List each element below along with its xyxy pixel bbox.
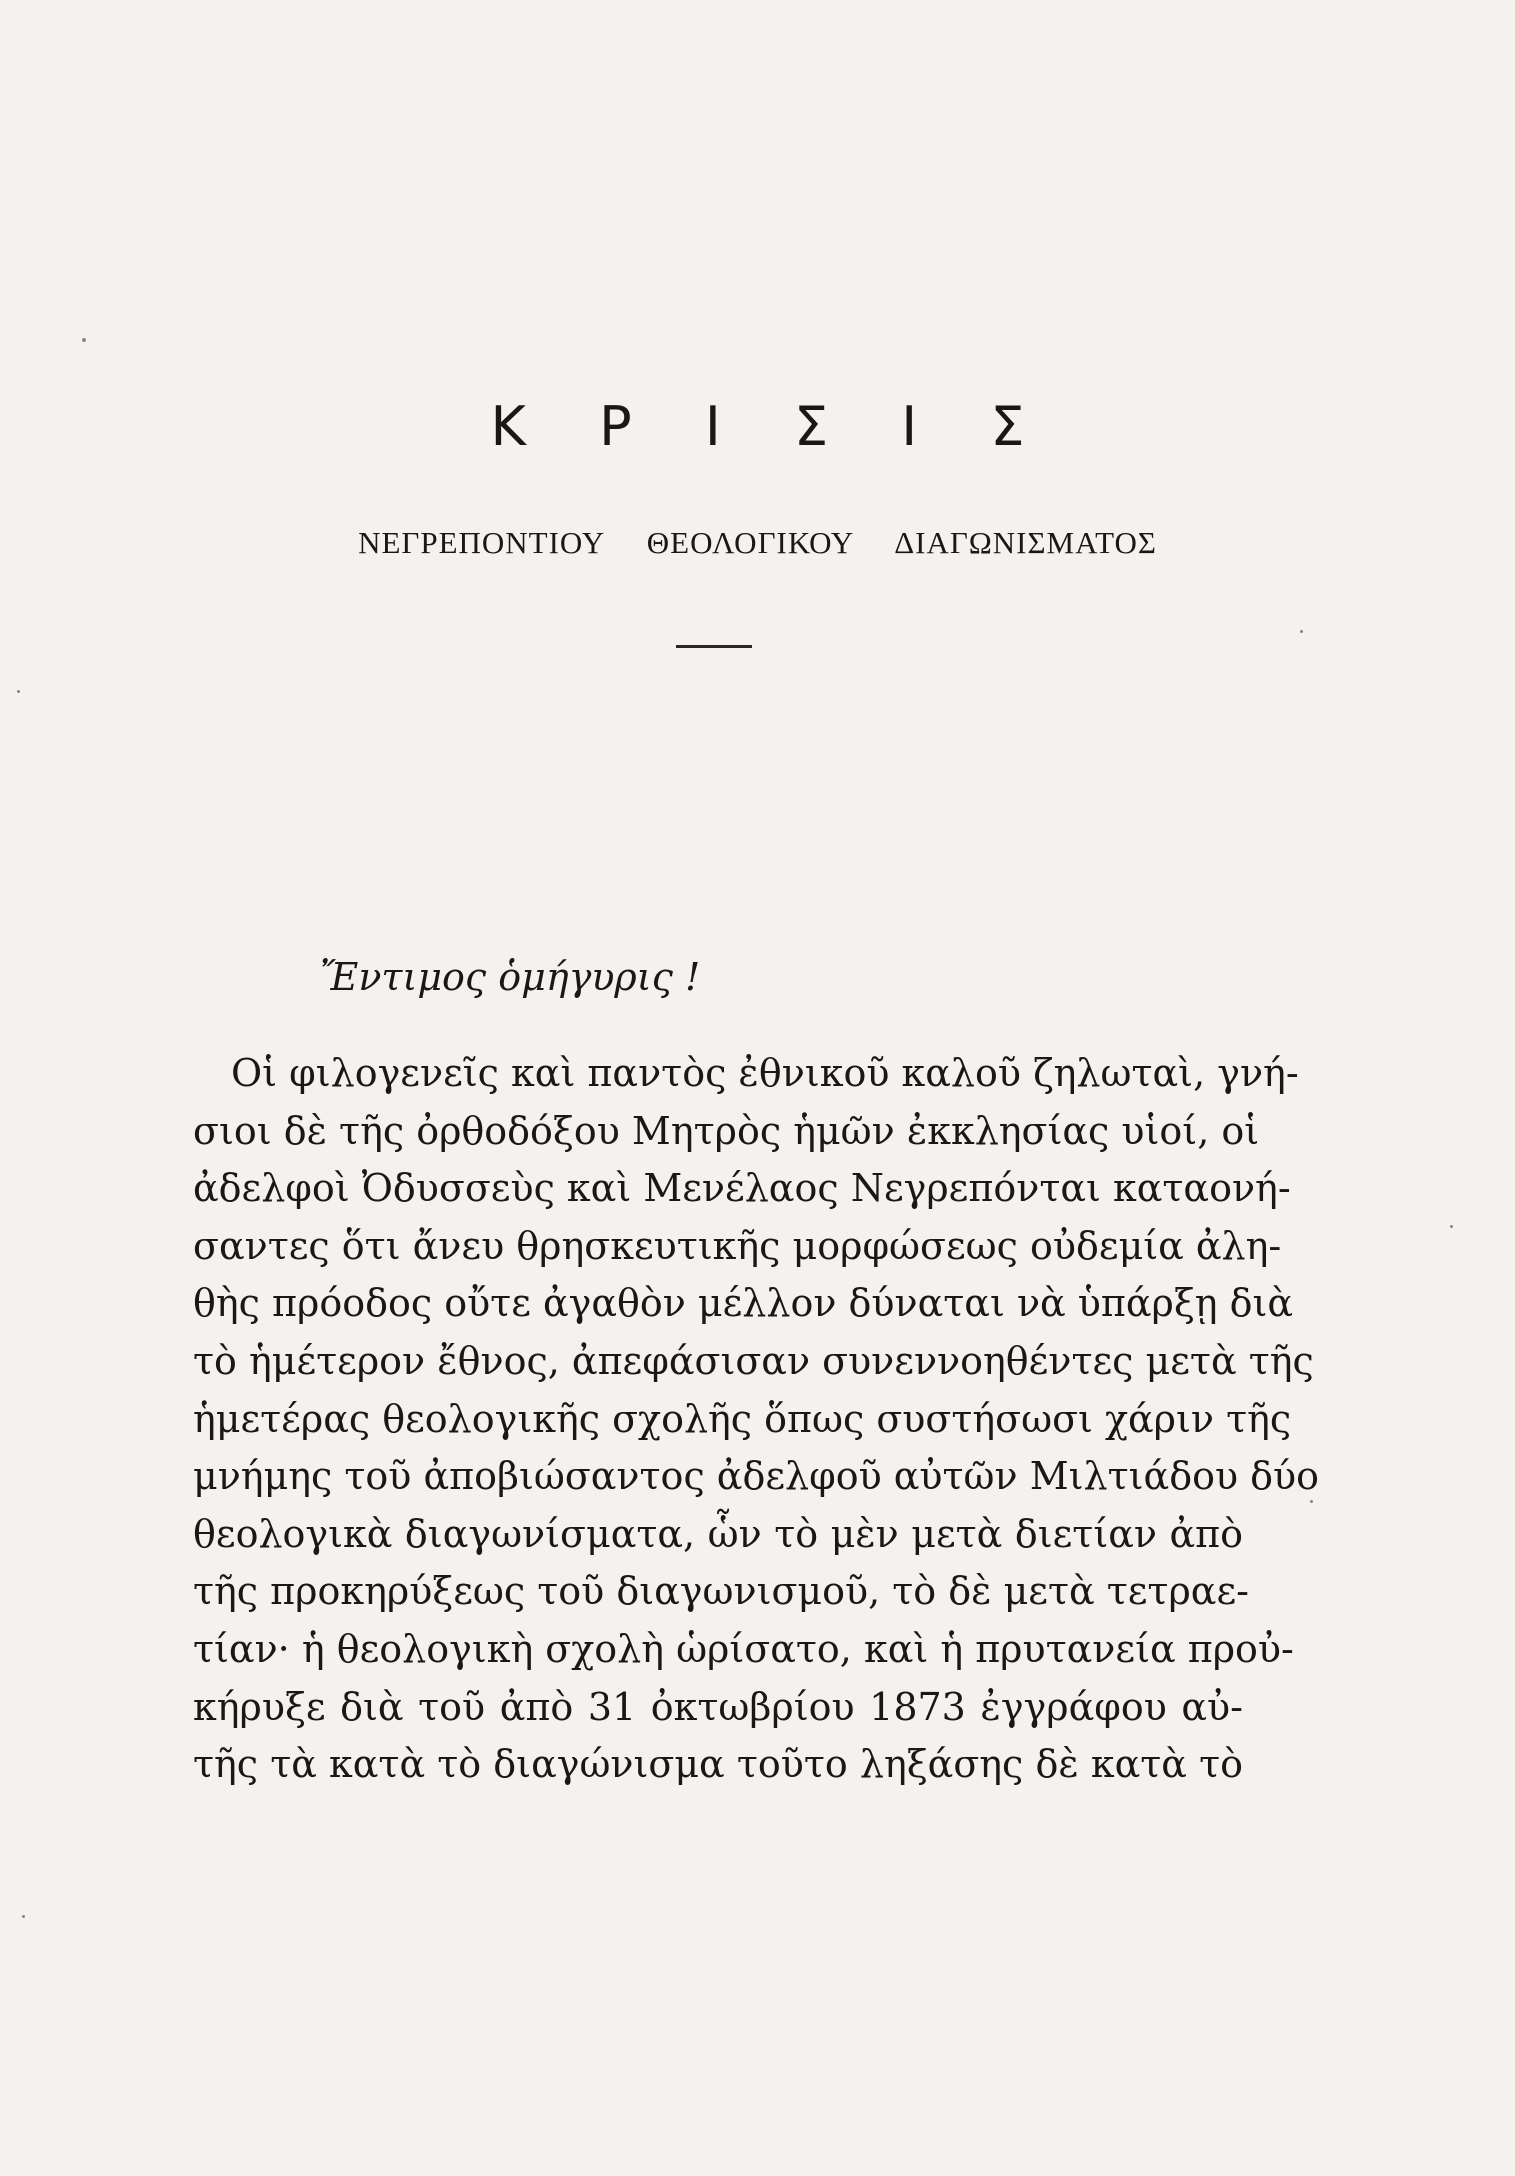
text-line: σαντες ὅτι ἄνευ θρησκευτικῆς μορφώσεως οὐδεμία ἀλη- <box>193 1223 1282 1268</box>
text-line: τίαν· ἡ θεολογικὴ σχολὴ ὡρίσατο, καὶ ἡ πρυτανεία προὐ- <box>193 1626 1294 1671</box>
page-title: Κ Ρ Ι Σ Ι Σ <box>490 395 1053 458</box>
text-line: τῆς προκηρύξεως τοῦ διαγωνισμοῦ, τὸ δὲ μετὰ τετραε- <box>193 1569 1249 1614</box>
text-line: μνήμης τοῦ ἀποβιώσαντος ἀδελφοῦ αὐτῶν Μιλτιάδου δύο <box>193 1454 1319 1499</box>
text-line: θεολογικὰ διαγωνίσματα, ὧν τὸ μὲν μετὰ διετίαν ἀπὸ <box>193 1511 1243 1556</box>
text-line: ἀδελφοὶ Ὀδυσσεὺς καὶ Μενέλαος Νεγρεπόνται καταονή- <box>193 1166 1291 1211</box>
body-paragraph <box>193 1045 1319 1794</box>
paper-speck <box>1450 1225 1453 1228</box>
paper-speck <box>82 338 86 342</box>
text-line: κήρυξε διὰ τοῦ ἀπὸ 31 ὀκτωβρίου 1873 ἐγγράφου αὐ- <box>193 1684 1243 1729</box>
page-subtitle: ΝΕΓΡΕΠΟΝΤΙΟΥ ΘΕΟΛΟΓΙΚΟΥ ΔΙΑΓΩΝΙΣΜΑΤΟΣ <box>358 525 1157 560</box>
paper-speck <box>1310 1500 1313 1503</box>
title-divider <box>676 645 752 648</box>
text-line: θὴς πρόοδος οὔτε ἀγαθὸν μέλλον δύναται νὰ ὑπάρξῃ διὰ <box>193 1281 1294 1326</box>
text-line: τῆς τὰ κατὰ τὸ διαγώνισμα τοῦτο ληξάσης δὲ κατὰ τὸ <box>193 1742 1243 1787</box>
text-line: τὸ ἡμέτερον ἔθνος, ἀπεφάσισαν συνεννοηθέντες μετὰ τῆς <box>193 1338 1314 1383</box>
paper-speck <box>1300 630 1303 633</box>
paper-speck <box>17 690 20 693</box>
text-line: σιοι δὲ τῆς ὀρθοδόξου Μητρὸς ἡμῶν ἐκκλησίας υἱοί, οἱ <box>193 1108 1260 1153</box>
text-line: Οἱ φιλογενεῖς καὶ παντὸς ἐθνικοῦ καλοῦ ζηλωταὶ, γνή- <box>231 1051 1299 1095</box>
salutation: Ἔντιμος ὁμήγυρις ! <box>320 955 701 999</box>
paper-speck <box>22 1915 25 1918</box>
text-line: ἡμετέρας θεολογικῆς σχολῆς ὅπως συστήσωσι χάριν τῆς <box>193 1396 1292 1441</box>
